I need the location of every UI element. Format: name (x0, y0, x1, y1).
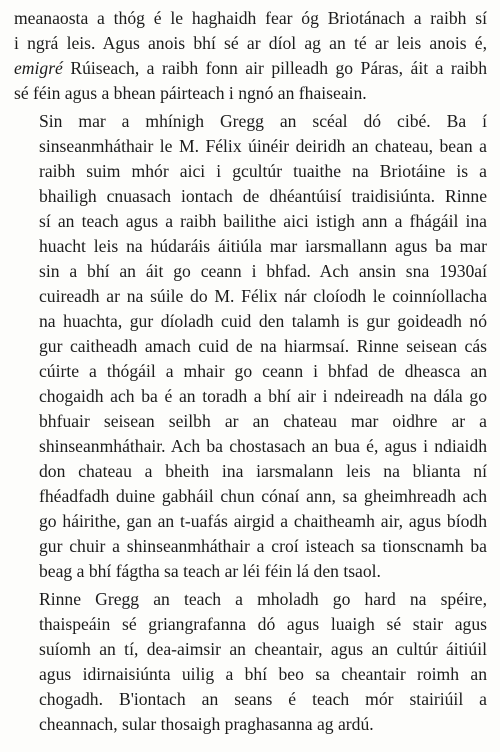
text-line: cúirte a thógáil a mhair go ceann i bhfad de dheasca an (39, 361, 487, 381)
text-line: suíomh an tí, dea-aimsir an cheantair, agus an cultúr áitiúil (39, 639, 487, 659)
text-line: don chateau a bheith ina iarsmalann leis na blianta ní (39, 461, 487, 481)
text-line: sí an teach agus a raibh bailithe aici istigh ann a fhágáil ina (39, 211, 487, 231)
text-line: cuireadh ar na súile do M. Félix nár cloíodh le coinníollacha (39, 286, 487, 306)
text-run: Rúiseach, a raibh fonn air pilleadh go Páras, áit a raibh (62, 58, 487, 78)
text-line: beag a bhí fágtha sa teach ar léi féin lá den tsaol. (39, 561, 381, 581)
text-line: chogaidh ach ba é an toradh a bhí air i ndeireadh na dála go (39, 386, 487, 406)
text-line: raibh suim mhór aici i gcultúr tuaithe na Briotáine is a (39, 161, 487, 181)
text-line: huacht leis na húdaráis áitiúla mar iarsmallann agus ba mar (39, 236, 487, 256)
text-line: i ngrá leis. Agus anois bhí sé ar díol ag an té ar leis anois é, (14, 33, 487, 53)
text-line: cheannach, sular thosaigh praghasanna ag ardú. (39, 714, 374, 734)
paragraph (14, 587, 487, 737)
text-line: sin a bhí an áit go ceann i bhfad. Ach ansin sna 1930aí (39, 261, 487, 281)
text-line: gur chuir a shinseanmháthair a croí isteach sa tionscnamh ba (39, 536, 487, 556)
text-line: Sin mar a mhínigh Gregg an scéal dó cibé. Ba í (39, 111, 487, 131)
text-line: bhailigh cnuasach iontach de dhéantúisí traidisiúnta. Rinne (39, 186, 487, 206)
text-line: shinseanmháthair. Ach ba chostasach an bua é, agus i ndiaidh (39, 436, 487, 456)
text-line: chogadh. B'iontach an seans é teach mór stairiúil a (39, 689, 487, 709)
text-line: meanaosta a thóg é le haghaidh fear óg Briotánach a raibh sí (14, 8, 487, 28)
text-line: Rinne Gregg an teach a mholadh go hard na spéire, (39, 589, 487, 609)
italic-word: emigré (14, 58, 63, 78)
text-line: sé féin agus a bhean páirteach i ngnó an fhaiseain. (14, 83, 367, 103)
text-line: na huachta, gur díoladh cuid den talamh is gur goideadh nó (39, 311, 487, 331)
text-line: gur caitheadh amach cuid de na hiarmsaí. Rinne seisean cás (39, 336, 487, 356)
text-line: sinseanmháthair le M. Félix úinéir deiridh an chateau, bean a (39, 136, 487, 156)
text-line (14, 56, 487, 81)
text-line: thaispeáin sé griangrafanna dó agus luaigh sé stair agus (39, 614, 487, 634)
text-line: agus idirnaisiúnta uilig a bhí beo sa cheantair roimh an (39, 664, 487, 684)
text-line: fhéadfadh duine gabháil chun cónaí ann, sa gheimhreadh ach (39, 486, 487, 506)
text-line: go háirithe, gan an t-uafás airgid a chaitheamh air, agus bíodh (39, 511, 487, 531)
text-line: bhfuair seisean seilbh ar an chateau mar oidhre ar a (39, 411, 487, 431)
paragraph (14, 6, 487, 106)
page-body-text (14, 6, 487, 737)
paragraph (14, 109, 487, 584)
